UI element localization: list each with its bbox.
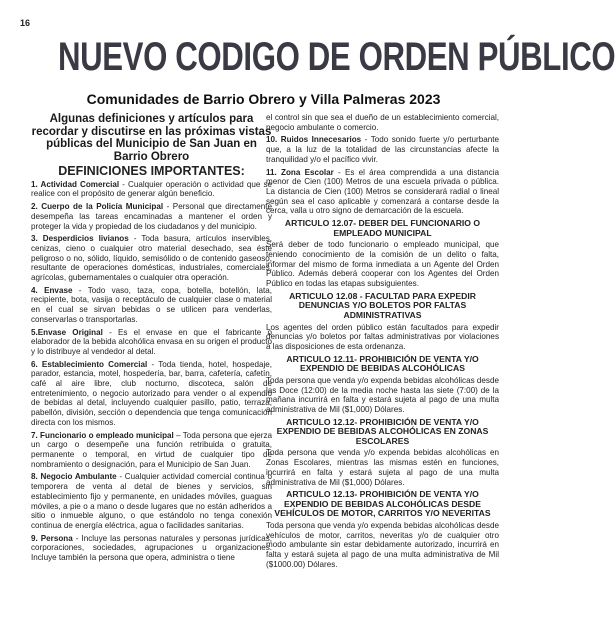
article-text: Toda persona que venda y/o expenda bebidas alcohólicas desde las Doce (12:00) de la media noche hasta las siete (7:00) de la mañana incurrirá en falta y estará sujeta al pago de una multa administrativa de Mil ($1,000) Dólares. xyxy=(266,375,499,414)
definition-text: - Es el envase en que el fabricante o elaborador de la bebida alcohólica envasa en su origen el producto y lo distribuye al vendedor al detal. xyxy=(31,327,272,356)
definition-text: - Personal que directamente desempeña las tareas encaminadas a mantener el orden y proteger la vida y propiedad de los ciudadanos y del municipio. xyxy=(31,202,272,231)
definition-item xyxy=(31,234,272,283)
page-subtitle: Comunidades de Barrio Obrero y Villa Palmeras 2023 xyxy=(86,91,441,107)
definition-text: - Todo vaso, taza, copa, botella, botellón, lata, recipiente, bota, vasija o receptáculo de cualquier clase o material en el cual se sirvan bebidas o se utilicen para venderlas, conservarlas o transportarlas. xyxy=(31,285,272,324)
definition-term: 3. Desperdicios livianos xyxy=(31,234,129,244)
definition-item xyxy=(31,472,272,530)
definition-text: - Todo sonido fuerte y/o perturbante que, a la luz de la totalidad de las circunstancias afecte la tranquilidad y/o el pacífico vivir. xyxy=(266,135,499,164)
definition-item xyxy=(31,360,272,428)
article-heading: ARTICULO 12.13- PROHIBICIÓN DE VENTA Y/O EXPENDIO DE BEBIDAS ALCOHÓLICAS DESDE VEHÍCULOS DE MOTOR, CARRITOS Y/O NEVERITAS xyxy=(274,489,491,519)
definition-item xyxy=(31,180,272,199)
definition-term: 9. Persona xyxy=(31,533,73,543)
definition-continued: el control sin que sea el dueño de un establecimiento comercial, negocio ambulante o comercio. xyxy=(266,113,499,132)
definition-term: 10. Ruidos Innecesarios xyxy=(266,135,362,145)
article-text: Toda persona que venda y/o expenda bebidas alcohólicas desde vehículos de motor, carritos, neveritas y/o de cualquier otro modo ambulante sin estar debidamente autorizado, incurrirá en falta y estará sujeta al pago de una multa administrativa de Mil ($1000.00) Dólares. xyxy=(266,521,499,569)
definition-term: 7. Funcionario o empleado municipal xyxy=(31,430,174,440)
definitions-list xyxy=(31,180,272,563)
definition-item xyxy=(31,286,272,325)
definition-term: 2. Cuerpo de la Policía Municipal xyxy=(31,202,164,212)
definition-term: 6. Establecimiento Comercial xyxy=(31,359,148,369)
intro-heading: Algunas definiciones y artículos para recordar y discutirse en las próximas vistas públicas del Municipio de San Juan en Barrio Obrero xyxy=(31,113,272,163)
definition-text: – Toda persona que ejerza un cargo o desempeñe una función retribuida o gratuita, permanente o temporal, en virtud de cualquier tipo de nombramiento o designación, para el Municipio de San Juan. xyxy=(31,430,272,469)
left-column xyxy=(31,113,272,566)
definition-text: - Toda basura, artículos inservibles, cenizas, cieno o cualquier otro material desechado, sea éste peligroso o no, sólido, líquido, semisólido o de contenido gaseoso, resultante de operaciones domésticas, industriales, comerciales, agrícolas, gubernamentales o cualquier otra operación. xyxy=(31,234,272,283)
article-heading: ARTICULO 12.08 - FACULTAD PARA EXPEDIR DENUNCIAS Y/O BOLETOS POR FALTAS ADMINISTRATIVAS xyxy=(289,290,476,320)
article-text: Toda persona que venda y/o expenda bebidas alcohólicas en Zonas Escolares, mientras las mismas estén en funciones, incurrirá en falta y estará sujeta al pago de una multa administrativa de Mil ($1,000) Dólares. xyxy=(266,448,499,487)
page-title: NUEVO CODIGO DE ORDEN PÚBLICO xyxy=(57,35,615,79)
definitions-heading: DEFINICIONES IMPORTANTES: xyxy=(58,164,245,178)
definition-term: 1. Actividad Comercial xyxy=(31,179,120,189)
definition-term: 11. Zona Escolar xyxy=(266,167,334,177)
right-column xyxy=(266,113,499,573)
definition-item xyxy=(31,202,272,231)
article-heading: ARTICULO 12.11- PROHIBICIÓN DE VENTA Y/O EXPENDIO DE BEBIDAS ALCOHÓLICAS xyxy=(286,353,479,374)
definition-text: - Incluye las personas naturales y personas jurídicas, corporaciones, sociedades, agrupaciones u organizaciones. Incluye también la persona que opera, administra o tiene xyxy=(31,533,272,563)
definition-term: 5.Envase Original xyxy=(31,327,103,337)
definition-item xyxy=(31,534,272,563)
article-heading: ARTICULO 12.12- PROHIBICIÓN DE VENTA Y/O EXPENDIO DE BEBIDAS ALCOHÓLICAS EN ZONAS ESCOLARES xyxy=(276,416,489,446)
definition-item xyxy=(266,135,499,164)
definition-term: 4. Envase xyxy=(31,285,73,295)
definition-text: - Es el área comprendida a una distancia menor de Cien (100) Metros de una escuela privada o pública. La distancia de Cien (100) Metros se considerará radial o lineal según sea el caso aplicable y comenzará a contarse desde la cerca, valla u otro signo de demarcación de la escuela. xyxy=(266,167,499,216)
definition-item xyxy=(31,431,272,470)
definition-text: - Toda tienda, hotel, hospedaje, parador, estancia, motel, hospedería, bar, barra, cafetería, cafetín, café al aire libre, club nocturno, discoteca, salón de entretenimiento, o negocio autorizado para vender o al expendio de bebidas al detal, incluyendo cualquier pasillo, patio, terraza, pabellón, división, sección o dependencia que tenga comunicación directa con los mismos. xyxy=(31,359,272,427)
definition-text: - Cualquier actividad comercial continua o temporera de venta al detal de bienes y servicios, sin establecimiento fijo y permanente, en unidades móviles, guaguas móviles, a pie o a mano o desde lugares que no están adheridos a sitio o inmueble alguno, o que estándolo no tenga conexión continua de energía eléctrica, agua o facilidades sanitarias. xyxy=(31,472,273,530)
article-text: Los agentes del orden público están facultados para expedir denuncias y/o boletos por faltas administrativas por violaciones a las disposiciones de esta ordenanza. xyxy=(266,322,499,351)
definition-item xyxy=(266,168,499,217)
page-number: 16 xyxy=(20,18,31,28)
article-text: Será deber de todo funcionario o empleado municipal, que teniendo conocimiento de la comisión de un delito o falta, informar del mismo de forma inmediata a un Agente del Orden Público. Además deberá cooperar con los Agentes del Orden Público en todas las etapas subsiguientes. xyxy=(266,240,499,289)
definition-item xyxy=(31,328,272,357)
definition-term: 8. Negocio Ambulante xyxy=(31,472,117,482)
definition-text: - Cualquier operación o actividad que se realice con el propósito de generar algún beneficio. xyxy=(31,179,272,199)
article-heading: ARTICULO 12.07- DEBER DEL FUNCIONARIO O EMPLEADO MUNICIPAL xyxy=(284,218,481,238)
